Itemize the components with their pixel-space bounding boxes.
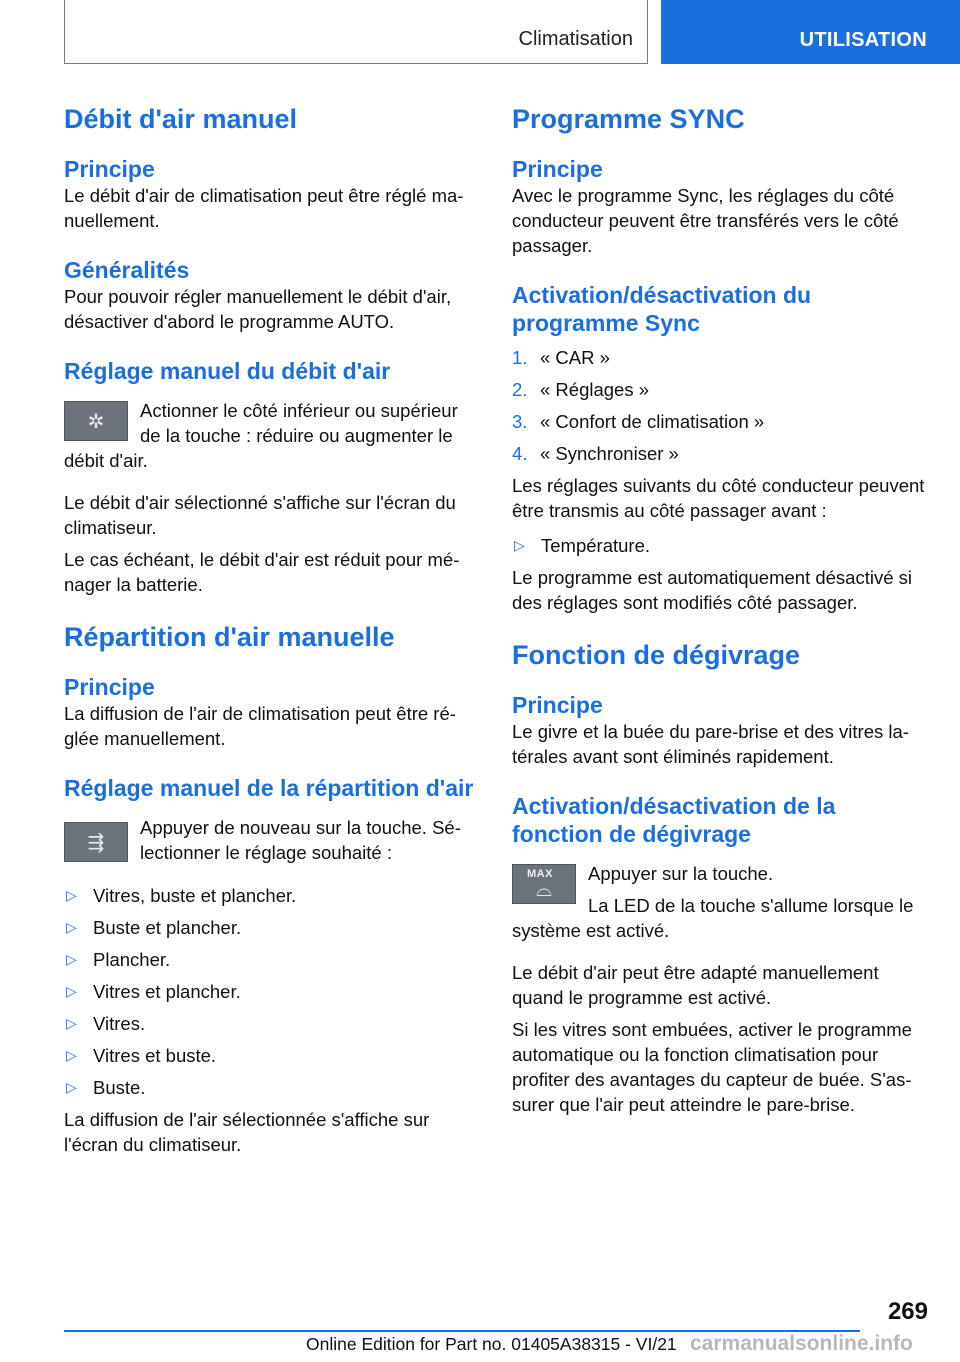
distribution-key-image bbox=[64, 822, 128, 862]
sync-items-list bbox=[512, 533, 932, 558]
list-item: 3. « Confort de climatisation » bbox=[512, 411, 765, 432]
list-item: ▷ Température. bbox=[514, 535, 650, 556]
principe-text: Le débit d'air de climatisation peut être réglé manuellement. bbox=[64, 185, 464, 231]
header-section-title: Climatisation bbox=[518, 28, 633, 50]
triangle-bullet-icon: ▷ bbox=[66, 1047, 77, 1063]
watermark: carmanualsonline.info bbox=[690, 1332, 913, 1355]
principe-degivrage-text: Le givre et la buée du pare-brise et des vitres latérales avant sont éliminés rapidement. bbox=[512, 721, 909, 767]
principe-2-text: La diffusion de l'air de climatisation peut être réglée manuellement. bbox=[64, 703, 456, 749]
triangle-bullet-icon: ▷ bbox=[66, 919, 77, 935]
auto-desactive-text: Le programme est automatiquement désactivé si des réglages sont modifiés côté passager. bbox=[512, 567, 913, 613]
triangle-bullet-icon: ▷ bbox=[66, 1079, 77, 1095]
fan-key-image bbox=[64, 401, 128, 441]
heading-reglage-repartition: Réglage manuel de la répartition d'air bbox=[64, 775, 474, 801]
air-distribution-icon: ⇶ bbox=[87, 831, 105, 854]
repartition-affiche-text: La diffusion de l'air sélectionnée s'affiche sur l'écran du climatiseur. bbox=[64, 1109, 430, 1155]
heading-programme-sync: Programme SYNC bbox=[512, 104, 745, 134]
triangle-bullet-icon: ▷ bbox=[514, 537, 525, 553]
list-item: 1. « CAR » bbox=[512, 347, 610, 368]
footer-edition: Online Edition for Part no. 01405A38315 - VI/21 bbox=[306, 1334, 677, 1354]
triangle-bullet-icon: ▷ bbox=[66, 887, 77, 903]
list-item: ▷ Plancher. bbox=[66, 949, 171, 970]
list-item: 4. « Synchroniser » bbox=[512, 443, 679, 464]
max-defrost-label: MAX bbox=[527, 868, 553, 880]
heading-principe: Principe bbox=[64, 156, 155, 182]
triangle-bullet-icon: ▷ bbox=[66, 1015, 77, 1031]
debit-reduit-text: Le cas échéant, le débit d'air est réduit pour ménager la batterie. bbox=[64, 549, 460, 595]
triangle-bullet-icon: ▷ bbox=[66, 983, 77, 999]
principe-sync-text: Avec le programme Sync, les réglages du côté conducteur peuvent être transférés vers le côté passager. bbox=[512, 185, 899, 256]
generalites-text: Pour pouvoir régler manuellement le débit d'air, désactiver d'abord le programme AUTO. bbox=[64, 286, 452, 332]
vitres-embuees-text: Si les vitres sont embuées, activer le programme automatique ou la fonction climatisation pour profiter des avantages du capteur de buée. S'assurer que l'air peut atteindre le pare-brise. bbox=[512, 1019, 912, 1115]
heading-reglage-debit: Réglage manuel du débit d'air bbox=[64, 358, 391, 384]
repartition-options-list bbox=[64, 883, 476, 1100]
list-item: ▷ Buste et plancher. bbox=[66, 917, 242, 938]
heading-generalites: Généralités bbox=[64, 257, 190, 283]
heading-principe-sync: Principe bbox=[512, 156, 603, 182]
led-text: La LED de la touche s'allume lorsque le système est activé. bbox=[512, 895, 914, 941]
reglage-debit-text: Actionner le côté inférieur ou supérieur de la touche : réduire ou augmenter le débit d'air. bbox=[64, 400, 458, 471]
heading-repartition-air: Répartition d'air manuelle bbox=[64, 622, 395, 652]
header-chapter-label: UTILISATION bbox=[799, 29, 927, 51]
max-defrost-key-image bbox=[512, 864, 576, 904]
fan-icon: ✲ bbox=[87, 410, 105, 433]
right-column bbox=[512, 102, 932, 1117]
list-item: ▷ Vitres et buste. bbox=[66, 1045, 217, 1066]
heading-principe-2: Principe bbox=[64, 674, 155, 700]
debit-affiche-text: Le débit d'air sélectionné s'affiche sur l'écran du climatiseur. bbox=[64, 492, 456, 538]
page-number: 269 bbox=[887, 1298, 928, 1325]
reglages-suivants-text: Les réglages suivants du côté conducteur peuvent être transmis au côté passager avant : bbox=[512, 475, 925, 521]
heading-activation-degivrage: Activation/désactivation de la fonction de dégivrage bbox=[512, 793, 836, 847]
heading-fonction-degivrage: Fonction de dégivrage bbox=[512, 640, 801, 670]
triangle-bullet-icon: ▷ bbox=[66, 951, 77, 967]
debit-adapte-text: Le débit d'air peut être adapté manuellement quand le programme est activé. bbox=[512, 962, 879, 1008]
header-chapter-tab bbox=[661, 0, 960, 64]
heading-principe-degivrage: Principe bbox=[512, 692, 603, 718]
list-item: 2. « Réglages » bbox=[512, 379, 650, 400]
degivrage-block bbox=[512, 861, 932, 943]
list-item: ▷ Vitres, buste et plancher. bbox=[66, 885, 297, 906]
list-item: ▷ Vitres et plancher. bbox=[66, 981, 241, 1002]
reglage-debit-block bbox=[64, 398, 476, 473]
reglage-repartition-block bbox=[64, 815, 476, 865]
heading-debit-air-manuel: Débit d'air manuel bbox=[64, 104, 297, 134]
left-column bbox=[64, 102, 476, 1157]
sync-steps-list bbox=[512, 345, 932, 466]
heading-activation-sync: Activation/désactivation du programme Sync bbox=[512, 282, 812, 336]
defrost-icon: ⌓ bbox=[536, 878, 552, 901]
reglage-repartition-text: Appuyer de nouveau sur la touche. Sélectionner le réglage souhaité : bbox=[140, 817, 461, 863]
appuyer-text: Appuyer sur la touche. bbox=[588, 863, 774, 884]
header-section-box bbox=[64, 0, 648, 64]
list-item: ▷ Vitres. bbox=[66, 1013, 146, 1034]
list-item: ▷ Buste. bbox=[66, 1077, 146, 1098]
